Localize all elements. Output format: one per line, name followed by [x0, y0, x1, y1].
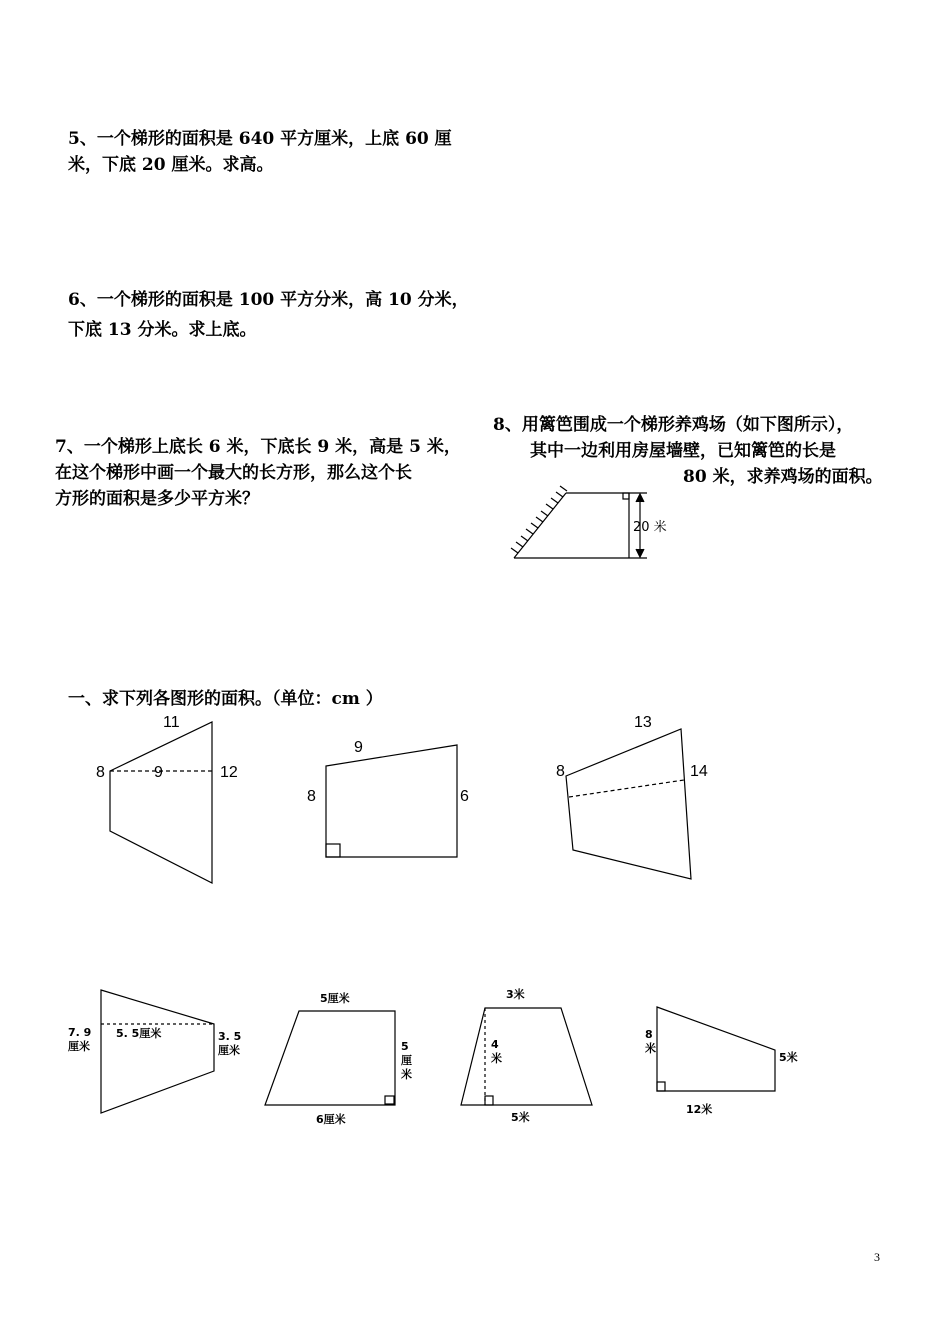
figure-f-height-label-2: 米 — [491, 1052, 502, 1065]
page-number: 3 — [874, 1250, 880, 1264]
figure-c-shape — [566, 729, 691, 879]
right-angle-marker — [623, 493, 629, 499]
problem-7-line-2: 在这个梯形中画一个最大的长方形，那么这个长 — [55, 463, 412, 483]
figure-e-bottom-label: 6厘米 — [316, 1113, 346, 1126]
figure-d-trapezoid — [60, 980, 260, 1125]
section-1-heading: 一、求下列各图形的面积。（单位：cm ） — [68, 689, 383, 709]
figure-d-shape — [101, 990, 214, 1113]
problem-5-line-1: 5、一个梯形的面积是 640 平方厘米，上底 60 厘 — [68, 129, 452, 149]
figure-b-trapezoid — [300, 730, 480, 865]
figure-d-left-label-1: 7. 9 — [68, 1026, 92, 1039]
figure-e-top-label: 5厘米 — [320, 992, 350, 1005]
figure-e-right-angle — [385, 1096, 394, 1104]
figure-a-shape — [110, 722, 212, 883]
problem-6-line-2: 下底 13 分米。求上底。 — [68, 320, 257, 340]
problem-5-line-2: 米，下底 20 厘米。求高。 — [68, 155, 274, 175]
wall-hatching — [511, 486, 567, 553]
figure-g-left-label-2: 米 — [645, 1042, 656, 1055]
problem-7-line-1: 7、一个梯形上底长 6 米，下底长 9 米，高是 5 米， — [55, 437, 461, 457]
figure-g-left-label-1: 8 — [645, 1028, 653, 1041]
figure-b-right-label: 6 — [460, 788, 469, 805]
figure-c-right-label: 14 — [690, 763, 708, 780]
figure-d-right-label-2: 厘米 — [218, 1044, 240, 1057]
problem-7-line-3: 方形的面积是多少平方米？ — [55, 489, 259, 509]
wall-line — [514, 493, 566, 558]
figure-e-right-label-1: 5 — [401, 1040, 409, 1053]
figure-b-left-label: 8 — [307, 788, 316, 805]
problem-6-line-1: 6、一个梯形的面积是 100 平方分米，高 10 分米， — [68, 290, 469, 310]
figure-a-middle-label: 9 — [154, 764, 163, 781]
figure-f-top-label: 3米 — [506, 988, 525, 1001]
figure-g-trapezoid — [635, 995, 820, 1125]
problem-8-line-3: 80 米，求养鸡场的面积。 — [683, 467, 883, 487]
chicken-coop-figure — [500, 476, 690, 568]
arrow-down-icon — [636, 549, 644, 557]
figure-c-trapezoid — [550, 708, 730, 883]
figure-a-trapezoid — [90, 708, 250, 888]
figure-f-right-angle — [485, 1096, 493, 1105]
figure-e-shape — [265, 1011, 395, 1105]
figure-e-right-label-3: 米 — [401, 1068, 412, 1081]
figure-f-trapezoid — [450, 985, 610, 1130]
problem-8-line-1: 8、用篱笆围成一个梯形养鸡场（如下图所示）， — [493, 415, 854, 435]
figure-d-middle-label: 5. 5厘米 — [116, 1027, 162, 1040]
figure-c-top-label: 13 — [634, 714, 652, 731]
figure-d-left-label-2: 厘米 — [68, 1040, 90, 1053]
figure-c-left-label: 8 — [556, 763, 565, 780]
figure-g-right-label: 5米 — [779, 1051, 798, 1064]
figure-b-shape — [326, 745, 457, 857]
figure-f-height-label-1: 4 — [491, 1038, 499, 1051]
figure-g-right-angle — [657, 1082, 665, 1091]
figure-d-right-label-1: 3. 5 — [218, 1030, 242, 1043]
figure-g-bottom-label: 12米 — [686, 1103, 713, 1116]
figure-b-top-label: 9 — [354, 739, 363, 756]
figure-e-right-label-2: 厘 — [401, 1054, 412, 1067]
figure-e-trapezoid — [255, 985, 425, 1130]
figure-a-right-label: 12 — [220, 764, 238, 781]
problem-8-line-2: 其中一边利用房屋墙壁，已知篱笆的长是 — [530, 441, 836, 461]
figure-g-shape — [657, 1007, 775, 1091]
figure-f-shape — [461, 1008, 592, 1105]
figure-c-height-line — [569, 780, 684, 797]
height-label: 20 米 — [633, 520, 667, 535]
figure-f-bottom-label: 5米 — [511, 1111, 530, 1124]
figure-b-right-angle — [326, 844, 340, 857]
figure-a-top-label: 11 — [163, 714, 180, 731]
figure-a-left-label: 8 — [96, 764, 105, 781]
arrow-up-icon — [636, 494, 644, 502]
